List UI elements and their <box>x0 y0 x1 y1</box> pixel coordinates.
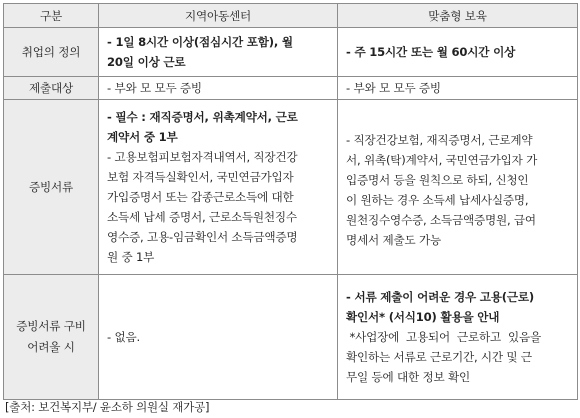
row-label-line: 증빙서류 구비 <box>16 319 86 333</box>
table-row-submission-target <box>4 77 578 100</box>
text-line: 서, 위촉(탁)계약서, 국민연금가입자 가 <box>346 153 538 167</box>
footnote-line: 무일 등에 대한 정보 확인 <box>346 370 470 384</box>
header-category: 구분 <box>4 4 99 28</box>
text-line: - 직장건강보험, 재직증명서, 근로계약 <box>346 133 533 147</box>
text-line: 보험 자격득실확인서, 국민연금가입자 <box>107 169 294 184</box>
text-line: 원천징수영수증, 소득금액증명원, 급여 <box>346 213 536 227</box>
table-row-docs-difficult <box>4 275 578 400</box>
comparison-table <box>3 3 578 400</box>
text-line: 가입증명서 또는 갑종근로소득에 대한 <box>107 189 294 204</box>
header-custom-childcare: 맞춤형 보육 <box>338 4 578 28</box>
text-line: 명세서 제출도 가능 <box>346 233 441 247</box>
text-line: 영수증, 고용-임금확인서 소득금액증명 <box>107 229 298 244</box>
row-label-proof-documents: 증빙서류 <box>4 100 99 275</box>
center-proof-documents <box>99 100 338 275</box>
table-row-proof-documents <box>4 100 578 275</box>
text-line: - 주 15시간 또는 월 60시간 이상 <box>346 45 516 59</box>
text-line: - 부와 모 모두 증빙 <box>107 81 202 95</box>
text-line: - 고용보험피보험자격내역서, 직장건강 <box>107 149 298 164</box>
center-docs-difficult <box>99 275 338 400</box>
row-label-employment-definition: 취업의 정의 <box>4 28 99 77</box>
custom-submission-target <box>338 77 578 100</box>
custom-proof-documents <box>338 100 578 275</box>
footnote-line: 확인하는 서류로 근로기간, 시간 및 근 <box>346 350 532 364</box>
source-caption: [출처: 보건복지부/ 윤소하 의원실 재가공] <box>5 400 210 414</box>
text-line: - 1일 8시간 이상(점심시간 포함), 월 <box>107 35 293 49</box>
custom-docs-difficult <box>338 275 578 400</box>
text-line: 이 원하는 경우 소득세 납세사실증명, <box>346 193 529 207</box>
table-header-row <box>4 4 578 28</box>
text-line: 입증명서 등을 원칙으로 하되, 신청인 <box>346 173 529 187</box>
center-submission-target <box>99 77 338 100</box>
footnote-line: *사업장에 고용되어 근로하고 있음을 <box>346 330 541 344</box>
text-line: 20일 이상 근로 <box>107 55 186 69</box>
text-line: - 부와 모 모두 증빙 <box>346 81 441 95</box>
row-label-docs-difficult <box>4 275 99 400</box>
text-line: 원 중 1부 <box>107 249 155 264</box>
table-row-employment-definition <box>4 28 578 77</box>
center-employment-definition <box>99 28 338 77</box>
required-docs-line: - 필수 : 재직증명서, 위촉계약서, 근로 <box>107 109 298 124</box>
header-local-child-center: 지역아동센터 <box>99 4 338 28</box>
row-label-line: 어려울 시 <box>27 340 75 354</box>
text-line: - 없음. <box>107 330 140 344</box>
guidance-line: 확인서* (서식10) 활용을 안내 <box>346 310 500 324</box>
text-line: 소득세 납세 증명서, 근로소득원천징수 <box>107 209 297 224</box>
custom-employment-definition <box>338 28 578 77</box>
row-label-submission-target: 제출대상 <box>4 77 99 100</box>
guidance-line: - 서류 제출이 어려운 경우 고용(근로) <box>346 290 534 304</box>
required-docs-line: 계약서 중 1부 <box>107 129 178 144</box>
